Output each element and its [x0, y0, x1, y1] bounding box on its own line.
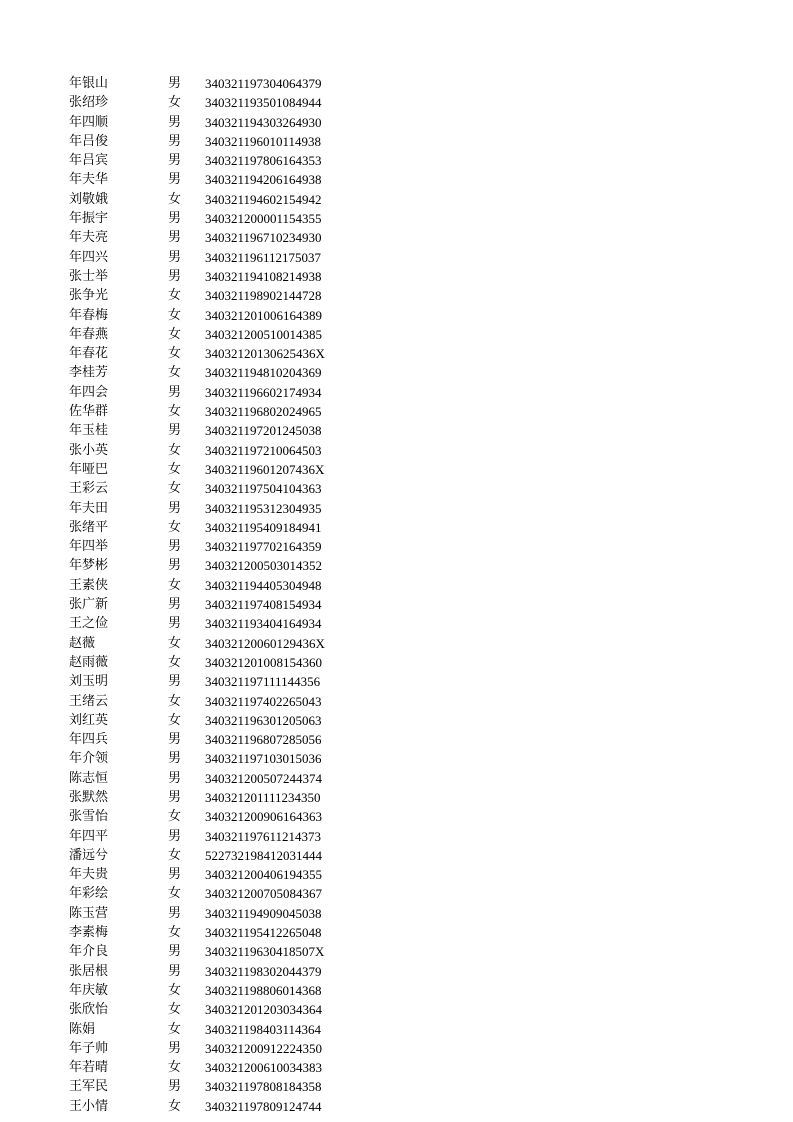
- person-gender: 男: [168, 539, 182, 555]
- person-name: 刘红英: [69, 712, 109, 728]
- person-name: 张争光: [69, 288, 109, 304]
- record-row: [0, 344, 793, 363]
- record-row: [0, 904, 793, 923]
- record-row: [0, 730, 793, 749]
- person-gender: 男: [168, 1079, 182, 1095]
- id-number: 340321197702164359: [205, 539, 322, 555]
- record-row: [0, 190, 793, 209]
- record-row: [0, 576, 793, 595]
- id-number: 340321195312304935: [205, 500, 322, 516]
- id-number: 340321194108214938: [205, 268, 322, 284]
- record-row: [0, 749, 793, 768]
- person-name: 年四举: [69, 539, 109, 555]
- person-gender: 男: [168, 172, 182, 188]
- person-name: 赵雨薇: [69, 654, 109, 670]
- id-number: 340321200912224350: [205, 1040, 322, 1056]
- id-number: 340321198806014368: [205, 982, 322, 998]
- record-row: [0, 634, 793, 653]
- record-row: [0, 248, 793, 267]
- person-gender: 男: [168, 963, 182, 979]
- id-number: 340321198403114364: [205, 1021, 322, 1037]
- person-gender: 男: [168, 789, 182, 805]
- record-row: [0, 170, 793, 189]
- person-gender: 男: [168, 867, 182, 883]
- id-number: 340321200001154355: [205, 211, 322, 227]
- id-number: 340321197111144356: [205, 674, 321, 690]
- record-row: [0, 228, 793, 247]
- person-gender: 男: [168, 905, 182, 921]
- id-number: 340321201203034364: [205, 1002, 322, 1018]
- id-number: 340321195412265048: [205, 925, 322, 941]
- person-gender: 女: [168, 1021, 182, 1037]
- person-gender: 女: [168, 693, 182, 709]
- person-name: 年四顺: [69, 114, 109, 130]
- record-row: [0, 306, 793, 325]
- id-number: 340321197402265043: [205, 693, 322, 709]
- record-row: [0, 1097, 793, 1116]
- person-gender: 女: [168, 519, 182, 535]
- record-row: [0, 74, 793, 93]
- person-gender: 女: [168, 461, 182, 477]
- record-row: [0, 672, 793, 691]
- person-name: 年春花: [69, 346, 109, 362]
- id-number: 340321197808184358: [205, 1079, 322, 1095]
- id-number: 522732198412031444: [205, 847, 322, 863]
- record-row: [0, 1000, 793, 1019]
- person-name: 年夫田: [69, 500, 109, 516]
- id-number: 340321197304064379: [205, 76, 322, 91]
- person-name: 张欣怡: [69, 1002, 109, 1018]
- person-gender: 男: [168, 423, 182, 439]
- id-number: 340321194405304948: [205, 577, 322, 593]
- record-row: [0, 595, 793, 614]
- person-name: 佐华群: [69, 404, 109, 420]
- person-gender: 女: [168, 95, 182, 111]
- person-name: 张绍珍: [69, 95, 109, 111]
- id-number: 340321197809124744: [205, 1098, 322, 1114]
- id-number: 340321193501084944: [205, 95, 322, 111]
- record-row: [0, 1077, 793, 1096]
- record-row: [0, 942, 793, 961]
- id-number: 340321194206164938: [205, 172, 322, 188]
- person-name: 张士举: [69, 268, 109, 284]
- person-gender: 女: [168, 712, 182, 728]
- id-number: 340321196301205063: [205, 712, 322, 728]
- person-gender: 女: [168, 442, 182, 458]
- person-gender: 女: [168, 404, 182, 420]
- record-row: [0, 209, 793, 228]
- person-gender: 男: [168, 211, 182, 227]
- record-row: [0, 711, 793, 730]
- record-row: [0, 1039, 793, 1058]
- record-row: [0, 93, 793, 112]
- person-name: 李桂芳: [69, 365, 109, 381]
- person-name: 年介领: [69, 751, 109, 767]
- id-number: 340321200705084367: [205, 886, 322, 902]
- id-number: 340321196010114938: [205, 133, 322, 149]
- person-name: 年春梅: [69, 307, 109, 323]
- person-gender: 女: [168, 635, 182, 651]
- person-gender: 女: [168, 191, 182, 207]
- record-row: [0, 1020, 793, 1039]
- person-name: 张小英: [69, 442, 109, 458]
- person-name: 陈志恒: [69, 770, 109, 786]
- record-row: [0, 788, 793, 807]
- person-gender: 男: [168, 76, 182, 91]
- id-number: 340321200507244374: [205, 770, 322, 786]
- record-row: [0, 421, 793, 440]
- id-number: 340321200503014352: [205, 558, 322, 574]
- record-row: [0, 286, 793, 305]
- person-gender: 女: [168, 346, 182, 362]
- person-gender: 男: [168, 558, 182, 574]
- person-gender: 女: [168, 1002, 182, 1018]
- person-name: 年梦彬: [69, 558, 109, 574]
- person-gender: 男: [168, 674, 182, 690]
- record-row: [0, 151, 793, 170]
- person-name: 王之俭: [69, 616, 109, 632]
- person-name: 赵薇: [69, 635, 96, 651]
- id-number: 340321196112175037: [205, 249, 322, 265]
- record-row: [0, 807, 793, 826]
- person-name: 年庆敏: [69, 982, 109, 998]
- person-name: 王绪云: [69, 693, 109, 709]
- person-gender: 男: [168, 230, 182, 246]
- person-name: 年吕宾: [69, 153, 109, 169]
- record-row: [0, 479, 793, 498]
- person-name: 年振宇: [69, 211, 109, 227]
- person-name: 潘远兮: [69, 847, 109, 863]
- person-gender: 女: [168, 809, 182, 825]
- id-number: 340321197806164353: [205, 153, 322, 169]
- person-gender: 女: [168, 886, 182, 902]
- person-name: 年夫亮: [69, 230, 109, 246]
- id-number: 340321194602154942: [205, 191, 322, 207]
- id-number: 340321197504104363: [205, 481, 322, 497]
- id-number: 340321196802024965: [205, 404, 322, 420]
- person-name: 年玉桂: [69, 423, 109, 439]
- person-name: 年哑巴: [69, 461, 109, 477]
- person-gender: 男: [168, 500, 182, 516]
- record-row: [0, 267, 793, 286]
- record-row: [0, 499, 793, 518]
- id-number: 340321194303264930: [205, 114, 322, 130]
- person-name: 张默然: [69, 789, 109, 805]
- person-gender: 男: [168, 770, 182, 786]
- person-name: 张绪平: [69, 519, 109, 535]
- record-row: [0, 132, 793, 151]
- person-name: 年吕俊: [69, 133, 109, 149]
- person-name: 年夫贵: [69, 867, 109, 883]
- person-gender: 男: [168, 249, 182, 265]
- record-row: [0, 653, 793, 672]
- person-name: 年四兵: [69, 732, 109, 748]
- id-number: 340321194909045038: [205, 905, 322, 921]
- id-number: 340321200510014385: [205, 326, 322, 342]
- record-row: [0, 441, 793, 460]
- person-gender: 男: [168, 616, 182, 632]
- record-row: [0, 884, 793, 903]
- person-gender: 女: [168, 365, 182, 381]
- record-row: [0, 1058, 793, 1077]
- id-number: 340321201006164389: [205, 307, 322, 323]
- person-gender: 女: [168, 654, 182, 670]
- person-gender: 女: [168, 925, 182, 941]
- record-row: [0, 402, 793, 421]
- person-name: 张居根: [69, 963, 109, 979]
- person-gender: 女: [168, 326, 182, 342]
- person-name: 王小情: [69, 1098, 109, 1114]
- id-number: 340321197210064503: [205, 442, 322, 458]
- person-gender: 男: [168, 751, 182, 767]
- id-number: 340321200610034383: [205, 1060, 322, 1076]
- id-number: 340321197201245038: [205, 423, 322, 439]
- id-number: 340321201111234350: [205, 789, 321, 805]
- person-gender: 男: [168, 1040, 182, 1056]
- id-number: 340321194810204369: [205, 365, 322, 381]
- person-gender: 女: [168, 307, 182, 323]
- id-number: 34032120060129436X: [205, 635, 325, 651]
- person-gender: 女: [168, 288, 182, 304]
- id-number: 340321196710234930: [205, 230, 322, 246]
- person-name: 年四会: [69, 384, 109, 400]
- person-name: 年四兴: [69, 249, 109, 265]
- person-name: 王军民: [69, 1079, 109, 1095]
- person-gender: 男: [168, 828, 182, 844]
- record-list: [0, 74, 793, 1116]
- record-row: [0, 846, 793, 865]
- record-row: [0, 113, 793, 132]
- record-row: [0, 537, 793, 556]
- person-name: 年若晴: [69, 1060, 109, 1076]
- person-gender: 男: [168, 268, 182, 284]
- record-row: [0, 325, 793, 344]
- id-number: 340321200906164363: [205, 809, 322, 825]
- id-number: 34032119630418507X: [205, 944, 325, 960]
- person-name: 王彩云: [69, 481, 109, 497]
- id-number: 340321193404164934: [205, 616, 322, 632]
- person-gender: 女: [168, 481, 182, 497]
- person-name: 年子帅: [69, 1040, 109, 1056]
- record-row: [0, 363, 793, 382]
- person-gender: 女: [168, 1098, 182, 1114]
- record-row: [0, 692, 793, 711]
- person-gender: 女: [168, 847, 182, 863]
- id-number: 340321196807285056: [205, 732, 322, 748]
- id-number: 340321197408154934: [205, 597, 322, 613]
- id-number: 340321198902144728: [205, 288, 322, 304]
- record-row: [0, 614, 793, 633]
- record-row: [0, 769, 793, 788]
- id-number: 340321196602174934: [205, 384, 322, 400]
- person-gender: 男: [168, 114, 182, 130]
- id-number: 340321200406194355: [205, 867, 322, 883]
- person-name: 张广新: [69, 597, 109, 613]
- record-row: [0, 556, 793, 575]
- person-gender: 男: [168, 944, 182, 960]
- record-row: [0, 518, 793, 537]
- record-row: [0, 923, 793, 942]
- person-name: 刘敬娥: [69, 191, 109, 207]
- person-name: 年四平: [69, 828, 109, 844]
- person-gender: 男: [168, 153, 182, 169]
- person-name: 年夫华: [69, 172, 109, 188]
- person-name: 张雪怡: [69, 809, 109, 825]
- id-number: 340321197611214373: [205, 828, 322, 844]
- id-number: 340321198302044379: [205, 963, 322, 979]
- person-name: 王素侠: [69, 577, 109, 593]
- person-gender: 男: [168, 384, 182, 400]
- person-name: 李素梅: [69, 925, 109, 941]
- person-name: 年银山: [69, 76, 109, 91]
- record-row: [0, 383, 793, 402]
- id-number: 34032120130625436X: [205, 346, 325, 362]
- person-name: 年介良: [69, 944, 109, 960]
- person-gender: 女: [168, 577, 182, 593]
- person-gender: 女: [168, 1060, 182, 1076]
- id-number: 340321197103015036: [205, 751, 322, 767]
- person-gender: 女: [168, 982, 182, 998]
- record-row: [0, 962, 793, 981]
- person-name: 陈玉营: [69, 905, 109, 921]
- record-row: [0, 981, 793, 1000]
- person-gender: 男: [168, 597, 182, 613]
- record-row: [0, 827, 793, 846]
- person-gender: 男: [168, 732, 182, 748]
- person-name: 年春燕: [69, 326, 109, 342]
- record-row: [0, 460, 793, 479]
- id-number: 34032119601207436X: [205, 461, 325, 477]
- person-name: 刘玉明: [69, 674, 109, 690]
- person-name: 陈娟: [69, 1021, 96, 1037]
- id-number: 340321201008154360: [205, 654, 322, 670]
- id-number: 340321195409184941: [205, 519, 322, 535]
- person-gender: 男: [168, 133, 182, 149]
- record-row: [0, 865, 793, 884]
- person-name: 年彩绘: [69, 886, 109, 902]
